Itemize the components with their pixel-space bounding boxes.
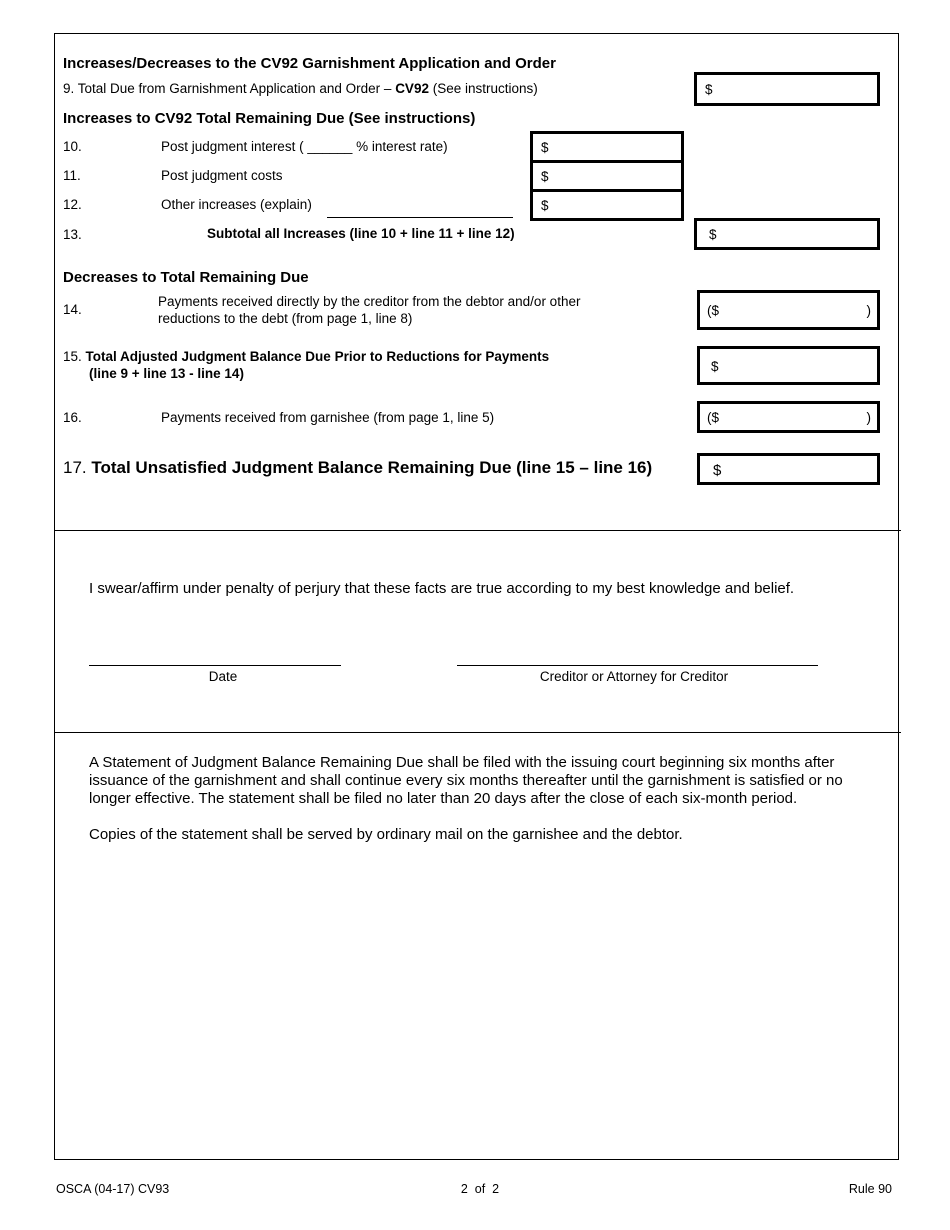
line-10-label: Post judgment interest ( ______ % interest rate) xyxy=(161,139,448,154)
section-divider xyxy=(54,732,901,733)
line-10-amount-field[interactable]: $ xyxy=(530,131,684,163)
line-13-label: Subtotal all Increases (line 10 + line 11 + line 12) xyxy=(207,226,515,241)
explain-input-line[interactable] xyxy=(327,217,513,218)
line-13-number: 13. xyxy=(63,227,82,242)
line-11-number: 11. xyxy=(63,168,81,183)
notice-line-3: longer effective. The statement shall be filed no later than 20 days after the close of each six-month period. xyxy=(89,790,798,807)
line-16-number: 16. xyxy=(63,410,82,425)
date-signature-line[interactable] xyxy=(89,665,341,666)
notice-line-2: issuance of the garnishment and shall continue every six months thereafter until the garnishment is satisfied or no xyxy=(89,772,843,789)
creditor-signature-line[interactable] xyxy=(457,665,818,666)
line-17-amount-field[interactable]: $ xyxy=(697,453,880,485)
line-11-amount-field[interactable]: $ xyxy=(530,160,684,192)
line-17-label: 17. Total Unsatisfied Judgment Balance Remaining Due (line 15 – line 16) xyxy=(63,458,653,477)
creditor-label: Creditor or Attorney for Creditor xyxy=(539,669,729,684)
line-15-amount-field[interactable]: $ xyxy=(697,346,880,385)
notice-paragraph-2: Copies of the statement shall be served by ordinary mail on the garnishee and the debtor. xyxy=(89,826,683,843)
increases-heading: Increases to CV92 Total Remaining Due (See instructions) xyxy=(63,110,476,127)
line-10-number: 10. xyxy=(63,139,82,154)
line-14-label-2: reductions to the debt (from page 1, line 8) xyxy=(158,311,413,326)
line-12-number: 12. xyxy=(63,197,82,212)
page-number: 2 of 2 xyxy=(460,1182,500,1196)
line-15-label-2: (line 9 + line 13 - line 14) xyxy=(89,366,244,381)
line-14-amount-field[interactable]: ($ ) xyxy=(697,290,880,330)
line-13-amount-field[interactable]: $ xyxy=(694,218,880,250)
section-divider xyxy=(54,530,901,531)
form-id: OSCA (04-17) CV93 xyxy=(56,1182,170,1196)
decreases-heading: Decreases to Total Remaining Due xyxy=(63,269,309,286)
line-12-label: Other increases (explain) xyxy=(161,197,312,212)
line-14-number: 14. xyxy=(63,302,82,317)
section-title: Increases/Decreases to the CV92 Garnishment Application and Order xyxy=(63,55,556,72)
line-16-amount-field[interactable]: ($ ) xyxy=(697,401,880,433)
line-15-label-1: 15. Total Adjusted Judgment Balance Due Prior to Reductions for Payments xyxy=(63,349,550,364)
rule-number: Rule 90 xyxy=(848,1182,892,1196)
affirmation-text: I swear/affirm under penalty of perjury that these facts are true according to my best knowledge and belief. xyxy=(89,580,795,597)
date-label: Date xyxy=(208,669,238,684)
line-9-label: 9. Total Due from Garnishment Application and Order – CV92 (See instructions) xyxy=(63,81,538,96)
line-12-amount-field[interactable]: $ xyxy=(530,189,684,221)
line-16-label: Payments received from garnishee (from page 1, line 5) xyxy=(161,410,495,425)
notice-line-1: A Statement of Judgment Balance Remaining Due shall be filed with the issuing court beginning six months after xyxy=(89,754,835,771)
line-11-label: Post judgment costs xyxy=(161,168,283,183)
line-9-amount-field[interactable]: $ xyxy=(694,72,880,106)
line-14-label-1: Payments received directly by the creditor from the debtor and/or other xyxy=(158,294,581,309)
